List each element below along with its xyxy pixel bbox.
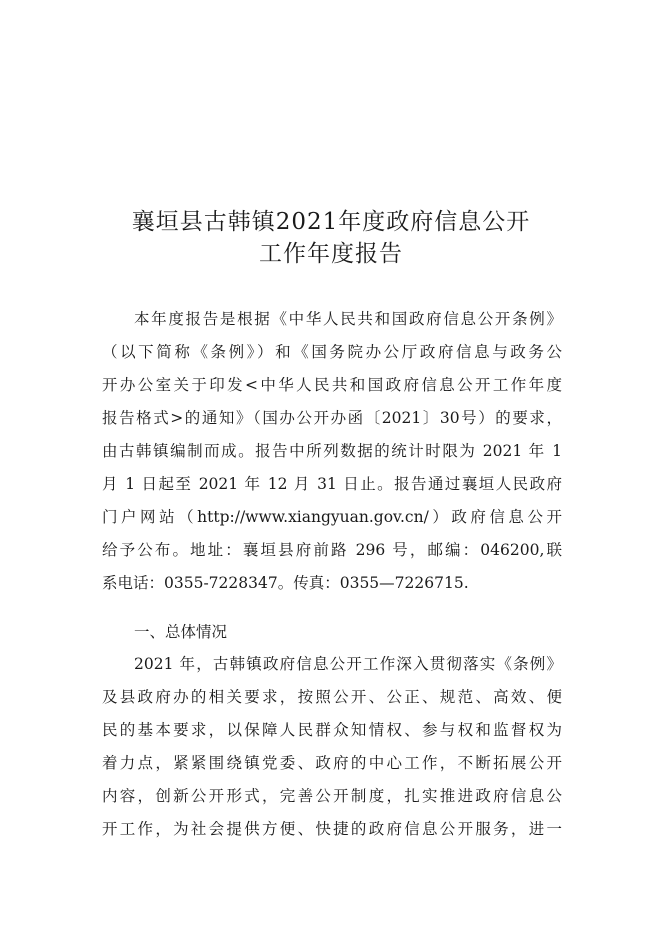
intro-paragraph-line: 门户网站（http://www.xiangyuan.gov.cn/）政府信息公开: [102, 508, 562, 526]
intro-paragraph-line: 月 1 日起至 2021 年 12 月 31 日止。报告通过襄垣人民政府: [102, 475, 562, 493]
section-heading-overview: 一、总体情况: [134, 623, 228, 641]
intro-paragraph-line: 本年度报告是根据《中华人民共和国政府信息公开条例》: [134, 310, 562, 328]
overview-paragraph-line: 及县政府办的相关要求，按照公开、公正、规范、高效、便: [102, 688, 562, 706]
intro-paragraph-line: 由古韩镇编制而成。报告中所列数据的统计时限为 2021 年 1: [102, 442, 562, 460]
document-title-line-1: 襄垣县古韩镇2021年度政府信息公开: [131, 209, 531, 235]
intro-paragraph-line: 报告格式>的通知》（国办公开办函〔2021〕30号）的要求，: [102, 409, 562, 427]
overview-paragraph-line: 开工作，为社会提供方便、快捷的政府信息公开服务，进一: [102, 820, 562, 838]
overview-paragraph-line: 民的基本要求，以保障人民群众知情权、参与权和监督权为: [102, 721, 562, 739]
overview-paragraph-line: 着力点，紧紧围绕镇党委、政府的中心工作，不断拓展公开: [102, 754, 562, 772]
overview-paragraph-line: 内容，创新公开形式，完善公开制度，扎实推进政府信息公: [102, 787, 562, 805]
document-title-line-2: 工作年度报告: [259, 241, 403, 267]
overview-paragraph-line: 2021 年，古韩镇政府信息公开工作深入贯彻落实《条例》: [134, 655, 562, 673]
intro-paragraph-last-line: 系电话：0355-7228347。传真：0355—7226715.: [102, 574, 469, 592]
intro-paragraph-line: 给予公布。地址：襄垣县府前路 296 号，邮编：046200,联: [102, 541, 562, 559]
intro-paragraph-line: 开办公室关于印发<中华人民共和国政府信息公开工作年度: [102, 376, 562, 394]
intro-paragraph-line: （以下简称《条例》）和《国务院办公厅政府信息与政务公: [102, 343, 562, 361]
